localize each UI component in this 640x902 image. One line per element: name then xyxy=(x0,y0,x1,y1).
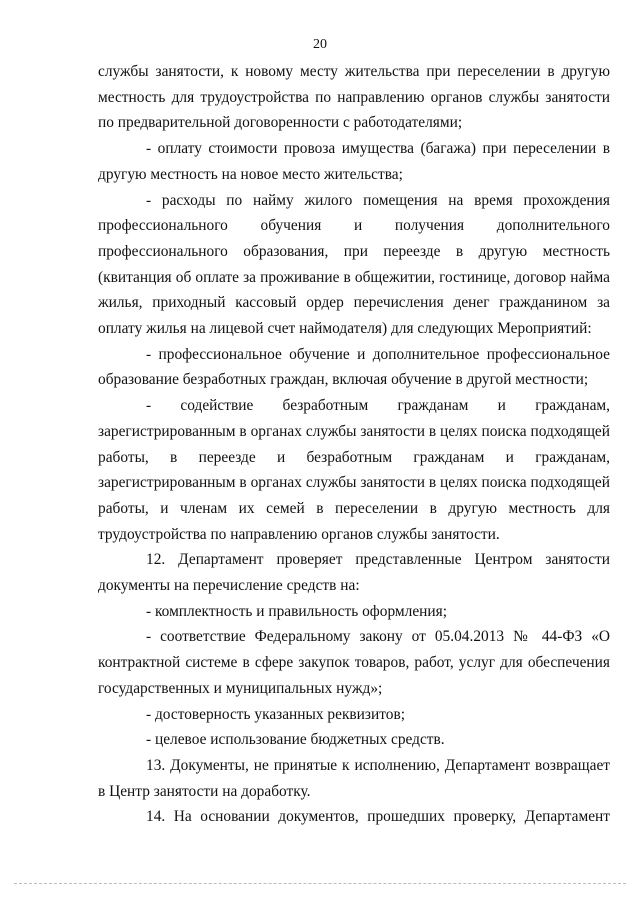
paragraph-professional-training: - профессиональное обучение и дополнительное профессиональное образование безработных граждан, включая обучение в другой местности; xyxy=(98,345,610,389)
paragraph-12-verification: 12. Департамент проверяет представленные Центром занятости документы на перечисление средств на: xyxy=(98,551,610,595)
paragraph-reliability: - достоверность указанных реквизитов; xyxy=(146,705,405,723)
page-bottom-edge xyxy=(14,883,626,884)
document-body xyxy=(98,59,610,830)
paragraph-relocation-assistance: - содействие безработным гражданам и гражданам, зарегистрированным в органах службы занятости в целях поиска подходящей работы, в переезде и безработным гражданам и гражданам, зарегистрированным в органах службы занятости в целях поиска подходящей работы, и членам их семей в переселении в другую местность для трудоустройства по направлению органов службы занятости. xyxy=(98,397,610,543)
page-number: 20 xyxy=(313,37,327,52)
paragraph-target-use: - целевое использование бюджетных средств. xyxy=(146,731,445,749)
paragraph-14-basis: 14. На основании документов, прошедших проверку, Департамент xyxy=(146,808,610,826)
paragraph-federal-law: - соответствие Федеральному закону от 05.04.2013 № 44-ФЗ «О контрактной системе в сфере закупок товаров, работ, услуг для обеспечения государственных и муниципальных нужд»; xyxy=(98,628,610,697)
paragraph-baggage-cost: - оплату стоимости провоза имущества (багажа) при переселении в другую местность на новое место жительства; xyxy=(98,140,610,183)
paragraph-housing-expenses: - расходы по найму жилого помещения на время прохождения профессионального обучения и получения дополнительного профессионального образования, при переезде в другую местность (квитанция об оплате за проживание в общежитии, гостинице, договор найма жилья, приходный кассовый ордер перечисления денег гражданином за оплату жилья на лицевой счет наймодателя) для следующих Мероприятий: xyxy=(98,191,610,338)
paragraph-continuation: службы занятости, к новому месту жительства при переселении в другую местность для трудоустройства по направлению органов службы занятости по предварительной договоренности с работодателями; xyxy=(98,63,610,132)
paragraph-completeness: - комплектность и правильность оформления; xyxy=(146,602,447,620)
paragraph-13-returned-documents: 13. Документы, не принятые к исполнению, Департамент возвращает в Центр занятости на доработку. xyxy=(98,756,610,800)
